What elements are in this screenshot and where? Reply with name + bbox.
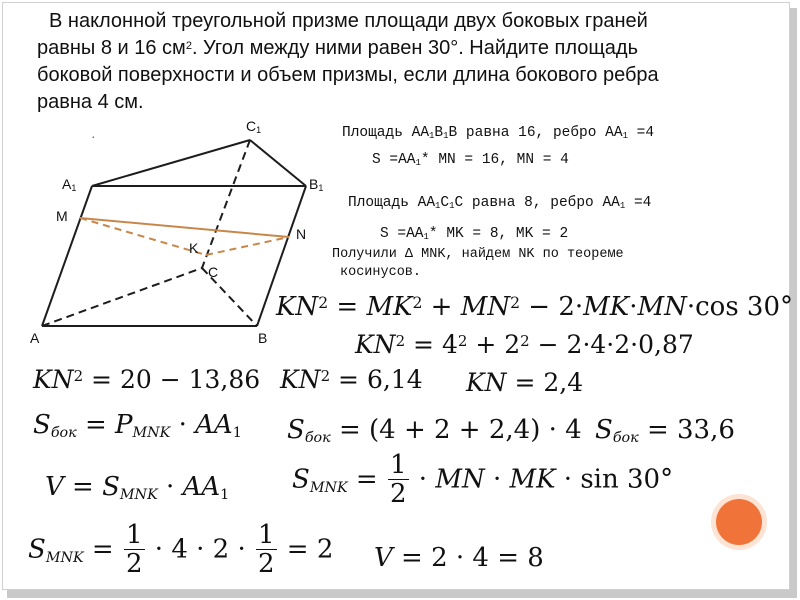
formula-kn-square-diff: $KN^2 = 20 - 13,86$ <box>33 365 261 394</box>
label-b: B <box>258 330 268 346</box>
formula-cosine-law: $KN^2 = MK^2 + MN^2 - 2\cdot MK\cdot MN\cdot\cos$ 30° <box>276 292 794 322</box>
note-s-mn: $S =AA_1*$ MN = 16, MN = 4 <box>372 152 569 168</box>
edge-a-a1 <box>42 186 92 326</box>
decorative-dot: · <box>91 128 96 144</box>
formula-volume-def: $V = S_{MNK} \cdot AA_1$ <box>45 472 230 504</box>
note-area-aa1b1b: Площадь $AA_1B_1B$ равна 16, ребро $AA_1 =4$ <box>342 125 655 141</box>
formula-lateral-area-substitution: $S_{бок} = (4 + 2 + 2,4) \cdot 4$ <box>287 415 582 447</box>
label-a: A <box>30 330 40 346</box>
label-n: N <box>296 226 307 242</box>
label-c: C <box>208 264 219 280</box>
note-triangle-line-2: косинусов. <box>340 265 422 280</box>
section-mn <box>80 218 289 237</box>
edge-a-c-hidden <box>42 268 202 326</box>
label-m: M <box>56 208 68 224</box>
fraction-one-half: $\frac{1}{2}$ <box>389 450 407 510</box>
orange-circle-decoration <box>716 499 762 545</box>
note-s-mk: $S =AA_1*$ MK = 8, MK = 2 <box>380 226 569 242</box>
edge-c1-b1 <box>250 140 306 186</box>
problem-line-3: боковой поверхности и объем призмы, если длина бокового ребра <box>37 64 659 86</box>
note-area-aa1c1c: Площадь $AA_1C_1C$ равна 8, ребро $AA_1 =4$ <box>348 195 652 211</box>
problem-line-2-end: . Угол между ними равен 30°. Найдите площадь <box>191 37 639 59</box>
formula-lateral-area-result: $S_{бок} = 33,6$ <box>595 415 735 447</box>
formula-volume-result: V = 2 · 4 = 8 <box>374 543 544 573</box>
fraction-one-half-first: $\frac{1}{2}$ <box>125 520 143 580</box>
formula-kn-value: KN = 2,4 <box>466 368 584 397</box>
problem-line-1: В наклонной треугольной призме площади двух боковых граней <box>49 10 648 32</box>
edge-c-c1-hidden <box>202 140 250 268</box>
fraction-one-half-second: $\frac{1}{2}$ <box>258 520 275 580</box>
problem-line-2-start: равны 8 и 16 см <box>37 37 186 59</box>
formula-kn-square-value: $KN^2 = 6,14$ <box>280 365 423 394</box>
label-a1: $A_1$ <box>62 176 77 193</box>
label-c1: $C_1$ <box>246 118 262 135</box>
formula-section-area-def: $S_{MNK}$ = $\frac{1}{2}$ · MN · MK · sin 30° <box>292 450 674 510</box>
label-b1: $B_1$ <box>309 176 324 193</box>
note-triangle-line-1: Получили Δ MNK, найдем NK по теореме <box>332 247 624 262</box>
note-triangle-mnk <box>332 246 624 282</box>
formula-kn-substitution: $KN^2 = 4^2 + 2^2 - 2\cdot 4\cdot 2\cdot 0,87$ <box>355 330 694 359</box>
section-kn-hidden <box>206 237 289 255</box>
formula-lateral-area-def: $S_{бок} = P_{MNK} \cdot AA_1$ <box>33 410 242 442</box>
edge-a1-c1 <box>92 140 250 186</box>
problem-unit-power: 2 <box>185 40 192 52</box>
formula-section-area-calc: $S_{MNK}$ = $\frac{1}{2}$ · 4 · 2 · $\frac{1}{2}$ = 2 <box>28 520 334 580</box>
label-k: K <box>189 240 199 256</box>
problem-line-4: равна 4 см. <box>37 91 144 113</box>
